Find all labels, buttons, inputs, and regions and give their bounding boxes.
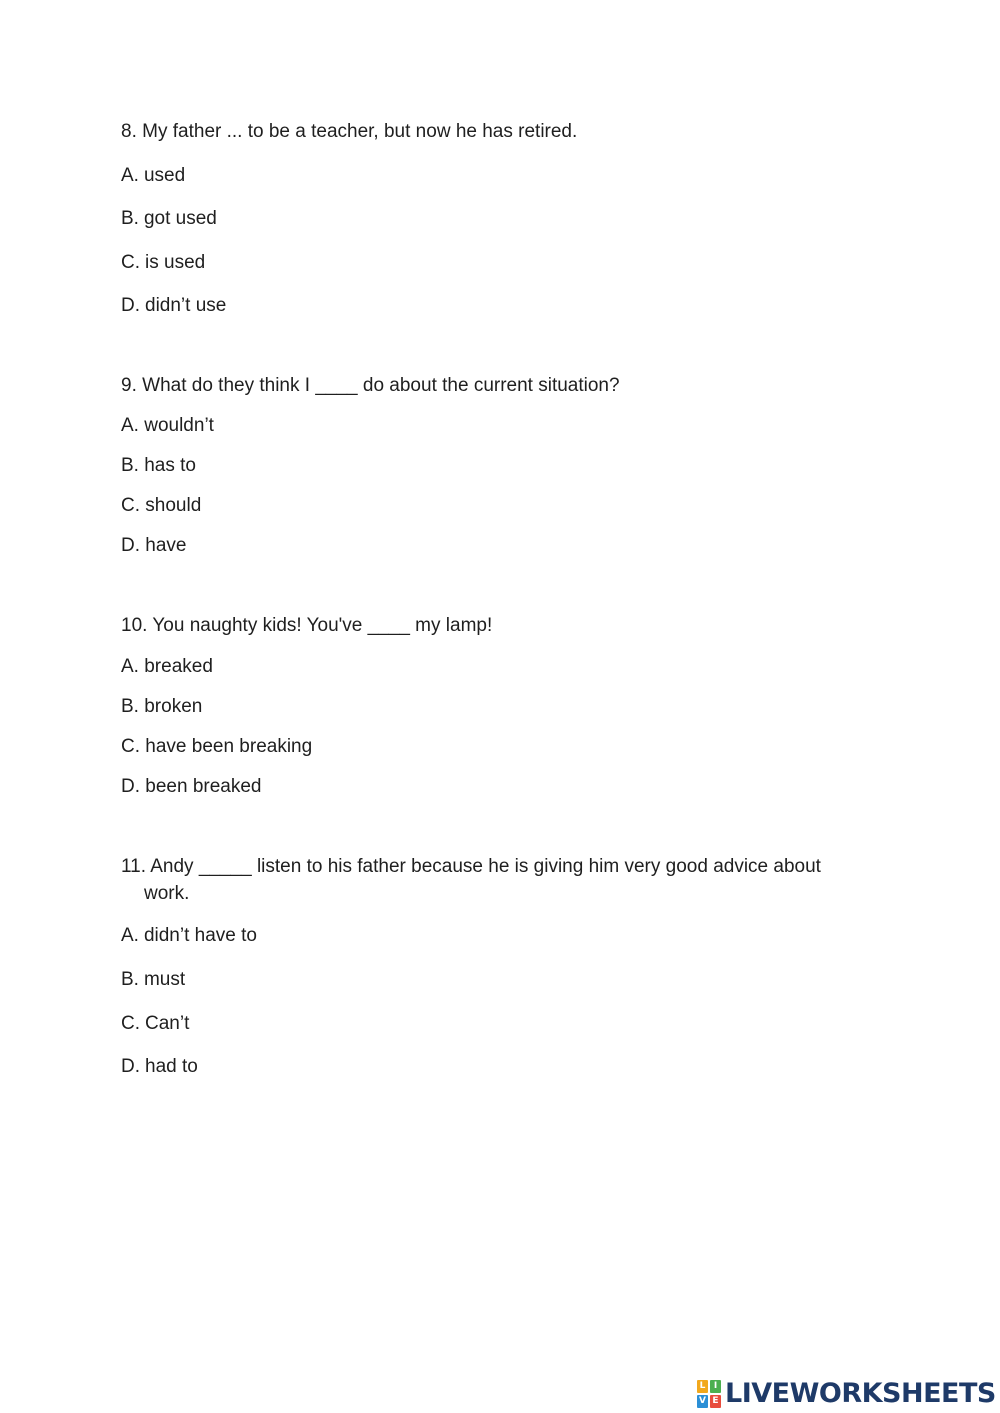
option-text: have [145,535,187,556]
logo-mark-icon [697,1379,723,1409]
question-10 [121,615,492,637]
option-letter: D. [121,535,140,556]
option-10d[interactable] [121,776,262,798]
logo-text: LIVEWORKSHEETS [725,1378,996,1409]
logo-mark-letter: V [697,1395,708,1408]
option-9d[interactable] [121,535,186,557]
question-11 [121,856,821,878]
question-text: What do they think I ____ do about the current situation? [142,375,620,396]
question-text: Andy _____ listen to his father because he is giving him very good advice about [150,856,821,877]
option-text: been breaked [145,776,262,797]
option-text: have been breaking [145,736,313,757]
logo-mark-letter: I [710,1380,721,1393]
question-8 [121,121,577,143]
option-letter: A. [121,415,139,436]
option-letter: A. [121,165,139,186]
option-letter: C. [121,1013,140,1034]
option-10a[interactable] [121,656,213,678]
question-number: 8. [121,121,137,142]
option-letter: B. [121,696,139,717]
option-text: had to [145,1056,198,1077]
option-text: didn’t use [145,295,227,316]
liveworksheets-logo [697,1378,996,1410]
option-text: used [143,165,186,186]
question-text: You naughty kids! You've ____ my lamp! [152,615,493,636]
option-text: has to [144,455,196,476]
option-letter: C. [121,495,140,516]
option-text: is used [145,252,206,273]
option-8a[interactable] [121,165,185,187]
option-letter: B. [121,969,139,990]
option-letter: D. [121,776,140,797]
option-text: wouldn’t [144,415,214,436]
option-8d[interactable] [121,295,226,317]
option-10c[interactable] [121,736,312,758]
option-text: should [145,495,202,516]
question-number: 10. [121,615,148,636]
question-number: 9. [121,375,137,396]
option-letter: A. [121,656,139,677]
option-letter: A. [121,925,139,946]
logo-mark-letter: E [710,1395,721,1408]
option-9a[interactable] [121,415,214,437]
option-11b[interactable] [121,969,185,991]
option-letter: D. [121,1056,140,1077]
question-text: My father ... to be a teacher, but now he has retired. [142,121,578,142]
option-8c[interactable] [121,252,205,274]
option-letter: B. [121,455,139,476]
option-9c[interactable] [121,495,201,517]
option-text: didn’t have to [143,925,257,946]
option-text: must [143,969,186,990]
option-text: Can’t [145,1013,190,1034]
option-letter: C. [121,252,140,273]
option-8b[interactable] [121,208,217,230]
logo-mark-letter: L [697,1380,708,1393]
option-11c[interactable] [121,1013,189,1035]
option-11d[interactable] [121,1056,198,1078]
option-letter: B. [121,208,139,229]
option-letter: D. [121,295,140,316]
question-11-continuation: work. [144,883,190,904]
option-text: broken [144,696,203,717]
question-9 [121,375,620,397]
option-text: got used [143,208,217,229]
option-9b[interactable] [121,455,196,477]
option-10b[interactable] [121,696,202,718]
option-text: breaked [144,656,213,677]
question-number: 11. [121,856,147,877]
option-letter: C. [121,736,140,757]
option-11a[interactable] [121,925,257,947]
